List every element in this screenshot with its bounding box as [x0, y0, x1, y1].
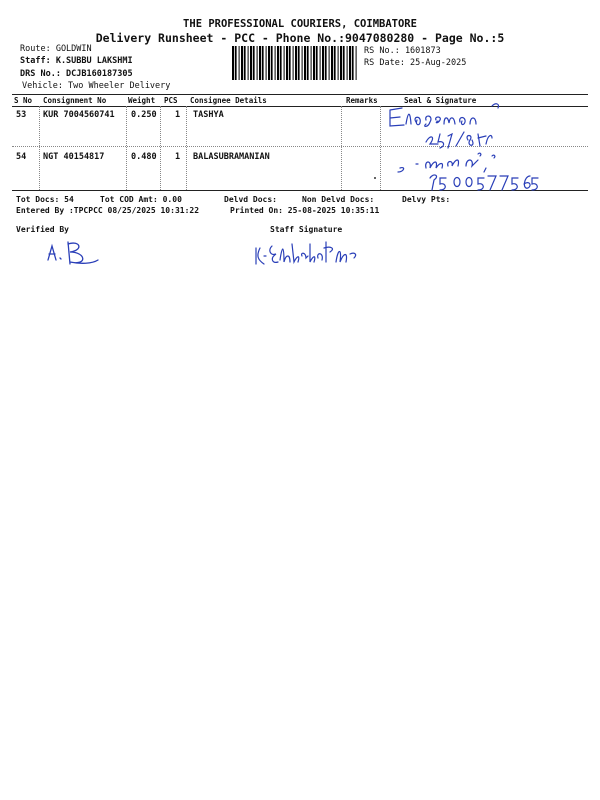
barcode-bar — [298, 46, 300, 80]
col-header-remarks: Remarks — [346, 96, 378, 105]
row2-weight: 0.480 — [131, 152, 157, 162]
barcode-bar — [331, 46, 333, 80]
barcode-bar — [259, 46, 261, 80]
col-sep — [380, 106, 381, 190]
barcode-bar — [232, 46, 234, 80]
col-header-consignment: Consignment No — [43, 96, 107, 105]
col-header-pcs: PCS — [164, 96, 178, 105]
table-top-rule — [12, 94, 588, 95]
col-sep — [186, 106, 187, 190]
col-sep — [160, 106, 161, 190]
barcode-bar — [349, 46, 351, 80]
row1-consignment: KUR 7004560741 — [43, 110, 115, 120]
row1-weight: 0.250 — [131, 110, 157, 120]
verifier-signature-image — [40, 238, 110, 270]
barcode-bar — [304, 46, 306, 80]
barcode-bar — [239, 46, 240, 80]
row2-consignment: NGT 40154817 — [43, 152, 105, 162]
barcode-bar — [343, 46, 345, 80]
row2-consignee: BALASUBRAMANIAN — [193, 152, 270, 162]
barcode-bar — [280, 46, 282, 80]
runsheet-title: Delivery Runsheet - PCC - Phone No.:9047080280 - Page No.:5 — [95, 31, 505, 45]
barcode-bar — [340, 46, 342, 80]
route-label: Route: GOLDWIN — [20, 44, 92, 54]
barcode-bar — [235, 46, 237, 80]
barcode-bar — [334, 46, 336, 80]
barcode-bar — [295, 46, 297, 80]
col-sep — [341, 106, 342, 190]
barcode-bar — [322, 46, 324, 80]
row1-sno: 53 — [16, 110, 27, 120]
row2-sno: 54 — [16, 152, 27, 162]
barcode-bar — [268, 46, 270, 80]
barcode-bar — [313, 46, 315, 80]
entered-by: Entered By :TPCPCC 08/25/2025 10:31:22 — [16, 206, 200, 215]
barcode-bar — [320, 46, 321, 80]
printed-on: Printed On: 25-08-2025 10:35:11 — [230, 206, 380, 215]
rs-date: RS Date: 25-Aug-2025 — [364, 58, 467, 68]
barcode-bar — [275, 46, 276, 80]
barcode-bar — [311, 46, 312, 80]
non-delvd-docs: Non Delvd Docs: — [302, 195, 375, 204]
col-header-weight: Weight — [128, 96, 156, 105]
barcode-bar — [241, 46, 243, 80]
barcode-bar — [266, 46, 267, 80]
row1-pcs: 1 — [175, 110, 181, 120]
barcode-bar — [248, 46, 249, 80]
delvd-docs: Delvd Docs: — [224, 195, 277, 204]
staff-label: Staff: K.SUBBU LAKSHMI — [20, 56, 133, 66]
barcode-bar — [271, 46, 273, 80]
barcode-bar — [289, 46, 291, 80]
barcode-bar — [250, 46, 252, 80]
barcode-bar — [277, 46, 279, 80]
col-header-consignee: Consignee Details — [190, 96, 267, 105]
col-header-seal-signature: Seal & Signature — [404, 96, 477, 105]
barcode-bar — [316, 46, 318, 80]
receiver-handwriting-image — [382, 98, 542, 192]
barcode-bar — [262, 46, 264, 80]
tot-docs: Tot Docs: 54 — [16, 195, 74, 204]
barcode-bar — [257, 46, 258, 80]
remarks-mark — [374, 177, 376, 179]
barcode-bar — [293, 46, 294, 80]
barcode-image — [232, 46, 360, 80]
barcode-bar — [329, 46, 330, 80]
barcode-bar — [286, 46, 288, 80]
company-title: THE PROFESSIONAL COURIERS, COIMBATORE — [183, 18, 417, 30]
row2-pcs: 1 — [175, 152, 181, 162]
barcode-bar — [307, 46, 309, 80]
tot-cod-amt: Tot COD Amt: 0.00 — [100, 195, 182, 204]
barcode-bar — [302, 46, 303, 80]
staff-signature-label: Staff Signature — [270, 225, 343, 234]
barcode-bar — [253, 46, 255, 80]
vehicle-label: Vehicle: Two Wheeler Delivery — [22, 81, 171, 91]
rs-number: RS No.: 1601873 — [364, 46, 441, 56]
barcode-bar — [325, 46, 327, 80]
barcode-bar — [284, 46, 285, 80]
col-sep — [126, 106, 127, 190]
barcode-bar — [356, 46, 357, 80]
staff-signature-image — [250, 234, 370, 270]
barcode-bar — [352, 46, 354, 80]
delvy-pts: Delvy Pts: — [402, 195, 451, 204]
barcode-bar — [347, 46, 348, 80]
col-header-sno: S No — [14, 96, 33, 105]
verified-by-label: Verified By — [16, 225, 69, 234]
col-sep — [39, 106, 40, 190]
drs-number: DRS No.: DCJB160187305 — [20, 69, 133, 79]
barcode-bar — [244, 46, 246, 80]
row1-consignee: TASHYA — [193, 110, 224, 120]
barcode-bar — [338, 46, 339, 80]
